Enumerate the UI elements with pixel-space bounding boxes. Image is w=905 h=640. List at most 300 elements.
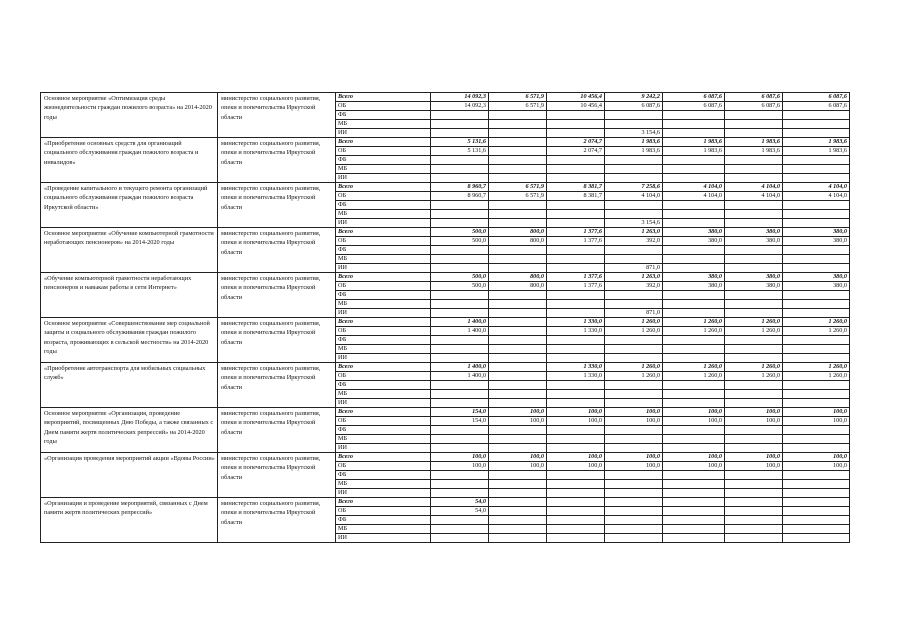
amount-cell bbox=[783, 480, 850, 489]
amount-cell: 6 571,9 bbox=[489, 93, 547, 102]
funding-source: Всего bbox=[336, 138, 431, 147]
amount-cell bbox=[431, 471, 489, 480]
amount-cell: 4 104,0 bbox=[663, 183, 725, 192]
amount-cell: 100,0 bbox=[605, 462, 663, 471]
amount-cell bbox=[431, 435, 489, 444]
amount-cell bbox=[663, 201, 725, 210]
amount-cell: 1 260,0 bbox=[783, 363, 850, 372]
amount-cell bbox=[605, 489, 663, 498]
amount-cell bbox=[489, 498, 547, 507]
funding-source: ИИ bbox=[336, 399, 431, 408]
amount-cell: 380,0 bbox=[783, 282, 850, 291]
table-row bbox=[41, 363, 850, 372]
amount-cell bbox=[783, 156, 850, 165]
amount-cell bbox=[431, 480, 489, 489]
amount-cell bbox=[725, 444, 783, 453]
amount-cell bbox=[431, 534, 489, 543]
amount-cell: 100,0 bbox=[783, 408, 850, 417]
amount-cell bbox=[605, 444, 663, 453]
amount-cell bbox=[489, 156, 547, 165]
funding-source: МБ bbox=[336, 525, 431, 534]
amount-cell: 1 983,6 bbox=[663, 138, 725, 147]
amount-cell bbox=[431, 390, 489, 399]
amount-cell: 9 242,2 bbox=[605, 93, 663, 102]
amount-cell bbox=[783, 516, 850, 525]
amount-cell bbox=[725, 345, 783, 354]
amount-cell: 1 260,0 bbox=[725, 327, 783, 336]
amount-cell bbox=[489, 354, 547, 363]
amount-cell: 500,0 bbox=[431, 282, 489, 291]
funding-source: МБ bbox=[336, 435, 431, 444]
amount-cell bbox=[547, 111, 605, 120]
amount-cell bbox=[725, 255, 783, 264]
amount-cell bbox=[783, 165, 850, 174]
amount-cell: 392,0 bbox=[605, 237, 663, 246]
amount-cell: 1 330,0 bbox=[547, 363, 605, 372]
responsible-executor: министерство социального развития, опеки и попечительства Иркутской области bbox=[218, 408, 336, 453]
amount-cell bbox=[489, 147, 547, 156]
funding-source: МБ bbox=[336, 390, 431, 399]
amount-cell bbox=[663, 525, 725, 534]
amount-cell bbox=[547, 435, 605, 444]
amount-cell: 1 260,0 bbox=[783, 327, 850, 336]
funding-table bbox=[40, 92, 850, 543]
amount-cell bbox=[605, 255, 663, 264]
amount-cell bbox=[725, 219, 783, 228]
amount-cell bbox=[605, 354, 663, 363]
amount-cell bbox=[783, 471, 850, 480]
funding-source: Всего bbox=[336, 183, 431, 192]
amount-cell: 1 263,0 bbox=[605, 228, 663, 237]
amount-cell bbox=[725, 291, 783, 300]
amount-cell: 100,0 bbox=[783, 417, 850, 426]
amount-cell bbox=[431, 399, 489, 408]
activity-description: «Приобретение автотранспорта для мобильных социальных служб» bbox=[41, 363, 218, 408]
amount-cell bbox=[431, 516, 489, 525]
amount-cell: 100,0 bbox=[663, 417, 725, 426]
amount-cell bbox=[547, 489, 605, 498]
amount-cell bbox=[663, 399, 725, 408]
amount-cell bbox=[663, 120, 725, 129]
funding-source: МБ bbox=[336, 480, 431, 489]
amount-cell bbox=[431, 120, 489, 129]
responsible-executor: министерство социального развития, опеки и попечительства Иркутской области bbox=[218, 138, 336, 183]
activity-description: Основное мероприятие «Совершенствование мер социальной защиты и социального обслуживания граждан пожилого возраста, проживающих в сельской местности» на 2014-2020 годы bbox=[41, 318, 218, 363]
amount-cell bbox=[605, 111, 663, 120]
amount-cell bbox=[547, 300, 605, 309]
funding-source: ОБ bbox=[336, 147, 431, 156]
amount-cell bbox=[663, 336, 725, 345]
amount-cell bbox=[663, 246, 725, 255]
amount-cell bbox=[489, 363, 547, 372]
activity-description: «Организация и проведение мероприятий, связанных с Днем памяти жертв политических репрессий» bbox=[41, 498, 218, 543]
amount-cell: 500,0 bbox=[431, 273, 489, 282]
amount-cell bbox=[605, 120, 663, 129]
amount-cell: 1 983,6 bbox=[605, 138, 663, 147]
amount-cell bbox=[605, 300, 663, 309]
amount-cell bbox=[725, 156, 783, 165]
amount-cell bbox=[663, 345, 725, 354]
amount-cell bbox=[489, 372, 547, 381]
funding-source: МБ bbox=[336, 300, 431, 309]
amount-cell bbox=[725, 516, 783, 525]
amount-cell bbox=[725, 246, 783, 255]
amount-cell: 100,0 bbox=[489, 417, 547, 426]
amount-cell: 380,0 bbox=[783, 228, 850, 237]
amount-cell: 100,0 bbox=[605, 417, 663, 426]
amount-cell: 4 104,0 bbox=[783, 192, 850, 201]
amount-cell bbox=[783, 525, 850, 534]
amount-cell bbox=[547, 507, 605, 516]
amount-cell bbox=[431, 336, 489, 345]
amount-cell: 100,0 bbox=[725, 417, 783, 426]
amount-cell: 10 456,4 bbox=[547, 102, 605, 111]
funding-source: Всего bbox=[336, 228, 431, 237]
amount-cell bbox=[605, 210, 663, 219]
amount-cell: 1 400,0 bbox=[431, 372, 489, 381]
funding-source: ОБ bbox=[336, 327, 431, 336]
amount-cell bbox=[725, 480, 783, 489]
amount-cell: 7 258,6 bbox=[605, 183, 663, 192]
activity-description: «Организация проведения мероприятий акции «Вдовы России» bbox=[41, 453, 218, 498]
amount-cell bbox=[431, 246, 489, 255]
funding-source: Всего bbox=[336, 318, 431, 327]
amount-cell bbox=[725, 201, 783, 210]
amount-cell bbox=[489, 336, 547, 345]
activity-description: «Обучение компьютерной грамотности неработающих пенсионеров и навыкам работы в сети Интернет» bbox=[41, 273, 218, 318]
amount-cell bbox=[605, 381, 663, 390]
amount-cell bbox=[431, 444, 489, 453]
amount-cell bbox=[431, 300, 489, 309]
amount-cell: 10 456,4 bbox=[547, 93, 605, 102]
amount-cell: 100,0 bbox=[663, 462, 725, 471]
table-row bbox=[41, 228, 850, 237]
responsible-executor: министерство социального развития, опеки и попечительства Иркутской области bbox=[218, 183, 336, 228]
amount-cell: 1 260,0 bbox=[663, 372, 725, 381]
amount-cell: 100,0 bbox=[431, 462, 489, 471]
amount-cell bbox=[547, 354, 605, 363]
amount-cell: 1 260,0 bbox=[663, 363, 725, 372]
amount-cell bbox=[783, 219, 850, 228]
amount-cell: 100,0 bbox=[783, 453, 850, 462]
amount-cell bbox=[547, 516, 605, 525]
amount-cell bbox=[605, 525, 663, 534]
amount-cell bbox=[663, 489, 725, 498]
amount-cell: 1 983,6 bbox=[605, 147, 663, 156]
amount-cell: 100,0 bbox=[663, 408, 725, 417]
amount-cell bbox=[783, 444, 850, 453]
amount-cell: 6 571,9 bbox=[489, 192, 547, 201]
amount-cell bbox=[547, 426, 605, 435]
amount-cell bbox=[783, 300, 850, 309]
amount-cell: 2 074,7 bbox=[547, 138, 605, 147]
amount-cell bbox=[783, 246, 850, 255]
amount-cell bbox=[489, 219, 547, 228]
amount-cell: 54,0 bbox=[431, 498, 489, 507]
funding-source: МБ bbox=[336, 345, 431, 354]
funding-source: ИИ bbox=[336, 174, 431, 183]
amount-cell bbox=[663, 156, 725, 165]
amount-cell: 1 260,0 bbox=[725, 372, 783, 381]
amount-cell bbox=[489, 327, 547, 336]
amount-cell: 6 087,6 bbox=[663, 102, 725, 111]
amount-cell bbox=[431, 291, 489, 300]
amount-cell bbox=[489, 381, 547, 390]
amount-cell bbox=[489, 534, 547, 543]
amount-cell bbox=[783, 264, 850, 273]
amount-cell bbox=[725, 381, 783, 390]
amount-cell bbox=[489, 210, 547, 219]
amount-cell bbox=[605, 156, 663, 165]
amount-cell bbox=[547, 291, 605, 300]
amount-cell bbox=[489, 138, 547, 147]
responsible-executor: министерство социального развития, опеки и попечительства Иркутской области bbox=[218, 93, 336, 138]
funding-source: ФБ bbox=[336, 336, 431, 345]
amount-cell bbox=[663, 165, 725, 174]
amount-cell bbox=[783, 174, 850, 183]
amount-cell: 100,0 bbox=[605, 453, 663, 462]
amount-cell bbox=[547, 246, 605, 255]
amount-cell: 380,0 bbox=[663, 273, 725, 282]
funding-source: ОБ bbox=[336, 102, 431, 111]
amount-cell bbox=[663, 480, 725, 489]
amount-cell: 6 571,9 bbox=[489, 183, 547, 192]
funding-source: Всего bbox=[336, 453, 431, 462]
amount-cell bbox=[663, 381, 725, 390]
amount-cell bbox=[663, 264, 725, 273]
amount-cell bbox=[431, 219, 489, 228]
amount-cell: 100,0 bbox=[489, 408, 547, 417]
amount-cell bbox=[783, 201, 850, 210]
amount-cell: 8 960,7 bbox=[431, 183, 489, 192]
amount-cell bbox=[547, 264, 605, 273]
funding-source: ОБ bbox=[336, 417, 431, 426]
amount-cell: 1 983,6 bbox=[783, 138, 850, 147]
amount-cell: 392,0 bbox=[605, 282, 663, 291]
amount-cell: 1 260,0 bbox=[663, 318, 725, 327]
amount-cell bbox=[783, 507, 850, 516]
amount-cell bbox=[431, 111, 489, 120]
amount-cell: 1 983,6 bbox=[783, 147, 850, 156]
amount-cell: 14 092,3 bbox=[431, 93, 489, 102]
amount-cell bbox=[663, 471, 725, 480]
amount-cell bbox=[663, 516, 725, 525]
amount-cell: 1 263,0 bbox=[605, 273, 663, 282]
amount-cell bbox=[489, 291, 547, 300]
amount-cell: 8 381,7 bbox=[547, 183, 605, 192]
funding-source: ОБ bbox=[336, 462, 431, 471]
responsible-executor: министерство социального развития, опеки и попечительства Иркутской области bbox=[218, 318, 336, 363]
funding-table-body bbox=[41, 93, 850, 543]
amount-cell bbox=[431, 381, 489, 390]
amount-cell bbox=[489, 255, 547, 264]
amount-cell: 6 087,6 bbox=[783, 102, 850, 111]
funding-source: ФБ bbox=[336, 426, 431, 435]
amount-cell bbox=[605, 291, 663, 300]
funding-source: ФБ bbox=[336, 471, 431, 480]
amount-cell bbox=[489, 318, 547, 327]
amount-cell bbox=[663, 291, 725, 300]
amount-cell bbox=[663, 309, 725, 318]
amount-cell: 1 260,0 bbox=[725, 318, 783, 327]
funding-source: МБ bbox=[336, 255, 431, 264]
amount-cell bbox=[431, 264, 489, 273]
amount-cell bbox=[547, 336, 605, 345]
amount-cell bbox=[489, 471, 547, 480]
amount-cell bbox=[725, 300, 783, 309]
amount-cell bbox=[489, 525, 547, 534]
amount-cell bbox=[605, 165, 663, 174]
funding-source: ФБ bbox=[336, 381, 431, 390]
amount-cell: 380,0 bbox=[783, 237, 850, 246]
amount-cell bbox=[605, 516, 663, 525]
funding-source: ОБ bbox=[336, 507, 431, 516]
responsible-executor: министерство социального развития, опеки и попечительства Иркутской области bbox=[218, 498, 336, 543]
amount-cell: 380,0 bbox=[725, 273, 783, 282]
amount-cell bbox=[783, 390, 850, 399]
amount-cell bbox=[431, 489, 489, 498]
amount-cell bbox=[783, 498, 850, 507]
amount-cell bbox=[783, 291, 850, 300]
table-row bbox=[41, 138, 850, 147]
amount-cell bbox=[489, 507, 547, 516]
amount-cell: 380,0 bbox=[663, 228, 725, 237]
amount-cell bbox=[431, 255, 489, 264]
table-row bbox=[41, 408, 850, 417]
amount-cell: 1 260,0 bbox=[605, 327, 663, 336]
amount-cell bbox=[725, 111, 783, 120]
funding-source: ФБ bbox=[336, 291, 431, 300]
amount-cell bbox=[489, 264, 547, 273]
amount-cell bbox=[725, 264, 783, 273]
amount-cell bbox=[725, 525, 783, 534]
amount-cell: 380,0 bbox=[725, 237, 783, 246]
amount-cell bbox=[547, 480, 605, 489]
funding-source: ОБ bbox=[336, 192, 431, 201]
amount-cell: 380,0 bbox=[725, 282, 783, 291]
amount-cell bbox=[489, 165, 547, 174]
amount-cell bbox=[489, 120, 547, 129]
amount-cell bbox=[489, 345, 547, 354]
amount-cell bbox=[489, 516, 547, 525]
amount-cell: 1 983,6 bbox=[725, 147, 783, 156]
amount-cell bbox=[725, 336, 783, 345]
activity-description: Основное мероприятие «Обучение компьютерной грамотности неработающих пенсионеров» на 2014-2020 годы bbox=[41, 228, 218, 273]
responsible-executor: министерство социального развития, опеки и попечительства Иркутской области bbox=[218, 453, 336, 498]
amount-cell: 3 154,6 bbox=[605, 219, 663, 228]
activity-description: Основное мероприятие «Оптимизация среды жизнедеятельности граждан пожилого возраста» на 2014-2020 годы bbox=[41, 93, 218, 138]
amount-cell: 6 087,6 bbox=[725, 93, 783, 102]
amount-cell bbox=[783, 111, 850, 120]
amount-cell bbox=[663, 354, 725, 363]
amount-cell: 1 260,0 bbox=[783, 372, 850, 381]
amount-cell: 380,0 bbox=[663, 282, 725, 291]
amount-cell bbox=[783, 345, 850, 354]
amount-cell: 380,0 bbox=[725, 228, 783, 237]
amount-cell bbox=[605, 399, 663, 408]
funding-source: ИИ bbox=[336, 129, 431, 138]
amount-cell bbox=[547, 129, 605, 138]
amount-cell: 1 260,0 bbox=[605, 372, 663, 381]
amount-cell bbox=[547, 390, 605, 399]
amount-cell: 1 400,0 bbox=[431, 318, 489, 327]
amount-cell: 800,0 bbox=[489, 237, 547, 246]
amount-cell bbox=[663, 507, 725, 516]
amount-cell: 1 377,6 bbox=[547, 273, 605, 282]
amount-cell: 1 330,0 bbox=[547, 372, 605, 381]
amount-cell bbox=[783, 129, 850, 138]
funding-source: ИИ bbox=[336, 444, 431, 453]
amount-cell: 100,0 bbox=[547, 417, 605, 426]
amount-cell bbox=[783, 210, 850, 219]
amount-cell bbox=[547, 399, 605, 408]
amount-cell bbox=[783, 534, 850, 543]
funding-source: ОБ bbox=[336, 282, 431, 291]
amount-cell: 4 104,0 bbox=[725, 183, 783, 192]
amount-cell bbox=[783, 381, 850, 390]
amount-cell bbox=[431, 426, 489, 435]
amount-cell bbox=[725, 507, 783, 516]
amount-cell: 1 260,0 bbox=[725, 363, 783, 372]
amount-cell: 154,0 bbox=[431, 408, 489, 417]
amount-cell bbox=[547, 309, 605, 318]
funding-source: ФБ bbox=[336, 201, 431, 210]
amount-cell bbox=[725, 390, 783, 399]
funding-source: Всего bbox=[336, 273, 431, 282]
amount-cell bbox=[547, 255, 605, 264]
amount-cell: 800,0 bbox=[489, 282, 547, 291]
amount-cell: 1 400,0 bbox=[431, 327, 489, 336]
table-row bbox=[41, 318, 850, 327]
amount-cell bbox=[605, 336, 663, 345]
amount-cell bbox=[663, 174, 725, 183]
amount-cell bbox=[431, 129, 489, 138]
amount-cell: 871,0 bbox=[605, 309, 663, 318]
amount-cell: 100,0 bbox=[547, 462, 605, 471]
amount-cell: 1 260,0 bbox=[783, 318, 850, 327]
amount-cell bbox=[431, 525, 489, 534]
amount-cell: 6 087,6 bbox=[725, 102, 783, 111]
amount-cell bbox=[783, 120, 850, 129]
amount-cell: 500,0 bbox=[431, 228, 489, 237]
amount-cell bbox=[547, 471, 605, 480]
amount-cell: 100,0 bbox=[489, 453, 547, 462]
amount-cell: 1 983,6 bbox=[725, 138, 783, 147]
amount-cell bbox=[663, 444, 725, 453]
amount-cell bbox=[663, 219, 725, 228]
amount-cell bbox=[663, 426, 725, 435]
amount-cell bbox=[605, 480, 663, 489]
amount-cell bbox=[725, 435, 783, 444]
amount-cell bbox=[725, 498, 783, 507]
amount-cell: 1 260,0 bbox=[605, 363, 663, 372]
amount-cell: 1 330,0 bbox=[547, 327, 605, 336]
funding-source: МБ bbox=[336, 165, 431, 174]
amount-cell bbox=[605, 246, 663, 255]
responsible-executor: министерство социального развития, опеки и попечительства Иркутской области bbox=[218, 363, 336, 408]
amount-cell bbox=[431, 345, 489, 354]
amount-cell bbox=[783, 255, 850, 264]
amount-cell: 100,0 bbox=[489, 462, 547, 471]
amount-cell bbox=[605, 426, 663, 435]
amount-cell bbox=[605, 507, 663, 516]
amount-cell bbox=[605, 534, 663, 543]
amount-cell bbox=[431, 354, 489, 363]
amount-cell bbox=[663, 498, 725, 507]
amount-cell: 1 260,0 bbox=[663, 327, 725, 336]
amount-cell: 100,0 bbox=[725, 462, 783, 471]
amount-cell bbox=[725, 165, 783, 174]
